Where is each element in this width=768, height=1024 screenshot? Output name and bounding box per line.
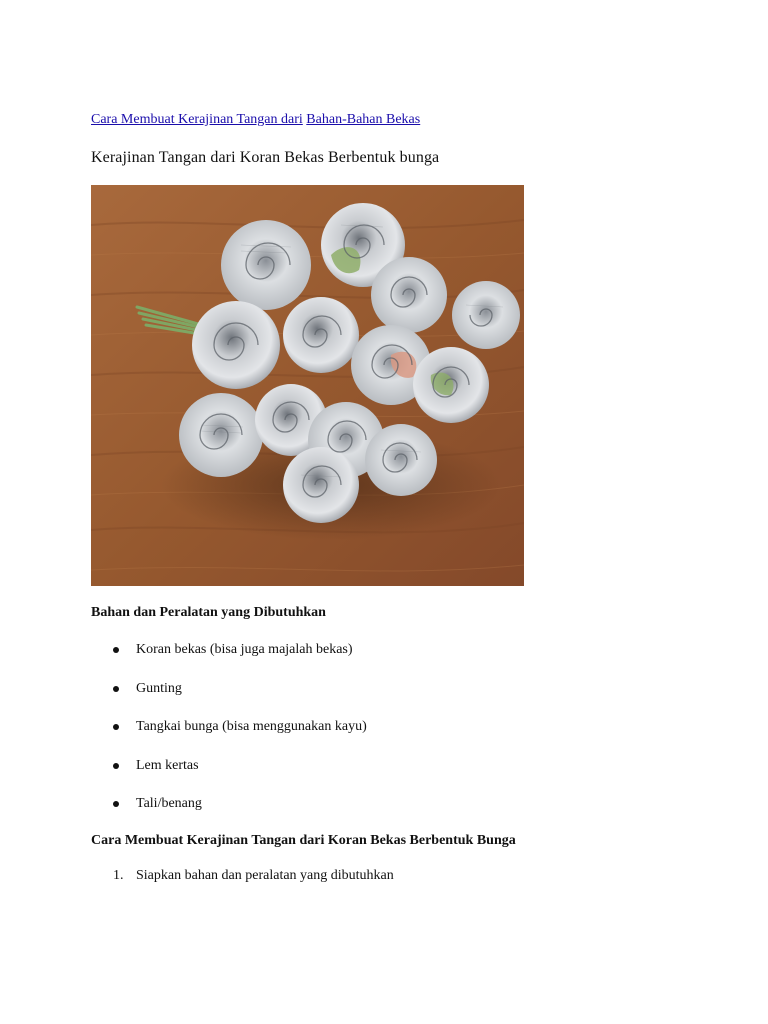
step-text: Siapkan bahan dan peralatan yang dibutuhkan <box>136 868 394 883</box>
list-item-text: Gunting <box>136 680 182 696</box>
list-item <box>91 795 367 834</box>
bullet-icon <box>113 763 119 769</box>
steps-heading: Cara Membuat Kerajinan Tangan dari Koran Bekas Berbentuk Bunga <box>91 833 516 848</box>
newspaper-flower-bouquet-photo <box>91 185 524 586</box>
list-item <box>91 757 367 796</box>
materials-list <box>91 641 367 834</box>
step-item <box>91 867 394 885</box>
bullet-icon <box>113 686 119 692</box>
list-item-text: Lem kertas <box>136 757 199 773</box>
link-line <box>91 111 420 129</box>
list-item <box>91 641 367 680</box>
step-number: 1. <box>113 868 124 883</box>
bullet-icon <box>113 801 119 807</box>
bullet-icon <box>113 724 119 730</box>
list-item-text: Koran bekas (bisa juga majalah bekas) <box>136 642 353 657</box>
bullet-icon <box>113 647 119 653</box>
list-item-text: Tangkai bunga (bisa menggunakan kayu) <box>136 719 367 734</box>
link-bahan-bekas[interactable]: Bahan-Bahan Bekas <box>306 112 421 127</box>
materials-heading: Bahan dan Peralatan yang Dibutuhkan <box>91 605 326 620</box>
list-item-text: Tali/benang <box>136 796 202 811</box>
page-title: Kerajinan Tangan dari Koran Bekas Berbentuk bunga <box>91 149 440 166</box>
bouquet-illustration <box>91 185 524 586</box>
list-item <box>91 718 367 757</box>
steps-list <box>91 867 394 885</box>
list-item <box>91 680 367 719</box>
link-cara-membuat-kerajinan[interactable]: Cara Membuat Kerajinan Tangan dari <box>91 112 303 127</box>
